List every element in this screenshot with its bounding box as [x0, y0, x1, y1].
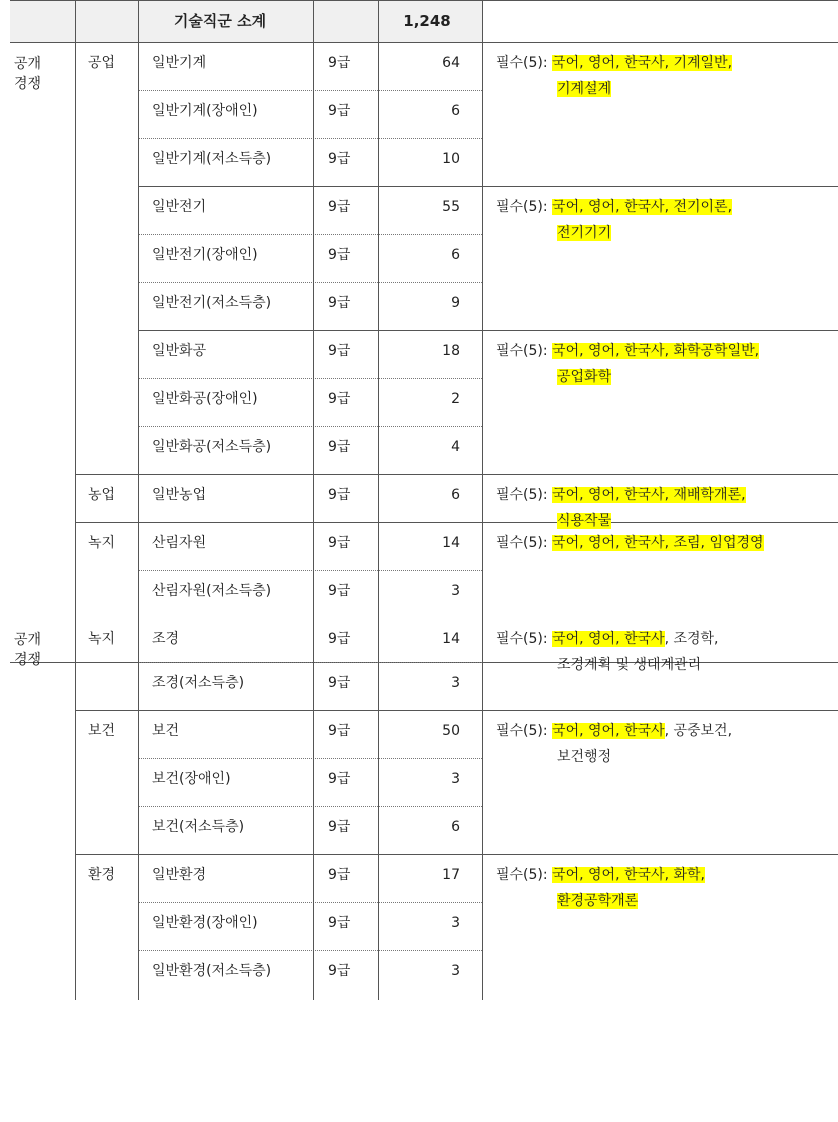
subjects-cell — [496, 482, 746, 508]
header-total: 1,248 — [403, 12, 451, 30]
headcount-cell: 3 — [451, 771, 460, 787]
separator: , — [615, 55, 624, 71]
separator: , — [727, 723, 733, 739]
row-divider — [138, 90, 482, 91]
grade-cell: 9급 — [328, 55, 351, 71]
subject-name: 조림 — [673, 535, 701, 551]
header-title: 기술직군 소계 — [173, 12, 267, 30]
position-name: 일반전기(저소득층) — [152, 295, 272, 311]
subject-name: 영어 — [588, 723, 616, 739]
field-cell: 환경 — [88, 867, 116, 883]
row-border — [75, 854, 838, 855]
subject-name: 영어 — [588, 343, 616, 359]
row-divider — [138, 426, 482, 427]
subjects-line2 — [557, 76, 611, 102]
position-name: 보건 — [152, 723, 180, 739]
subjects-line2 — [557, 744, 611, 770]
row-border — [75, 474, 838, 475]
row-divider — [138, 378, 482, 379]
grade-cell: 9급 — [328, 343, 351, 359]
separator: , — [615, 867, 624, 883]
subject-name: 영어 — [588, 535, 616, 551]
separator: , — [615, 343, 624, 359]
subject-name: 재배학개론 — [673, 487, 742, 503]
headcount-cell: 3 — [451, 963, 460, 979]
subject-name: 국어 — [552, 199, 580, 215]
row-divider — [138, 662, 482, 663]
grade-cell: 9급 — [328, 151, 351, 167]
subjects-prefix: 필수(5): — [496, 723, 553, 739]
subject-name: 한국사 — [623, 55, 665, 71]
subject-name: 식용작물 — [557, 513, 612, 529]
row-divider — [138, 570, 482, 571]
column-border — [378, 0, 379, 1000]
subject-name: 한국사 — [623, 199, 665, 215]
headcount-cell: 14 — [442, 535, 460, 551]
separator: , — [727, 55, 733, 71]
subject-name: 영어 — [588, 631, 616, 647]
subjects-prefix: 필수(5): — [496, 867, 553, 883]
separator: , — [664, 535, 674, 551]
separator: , — [714, 631, 719, 647]
subject-name: 기계일반 — [673, 55, 728, 71]
subject-name: 한국사 — [623, 631, 665, 647]
position-name: 일반환경 — [152, 867, 207, 883]
grade-cell: 9급 — [328, 295, 351, 311]
row-border — [10, 42, 838, 43]
grade-cell: 9급 — [328, 487, 351, 503]
separator: , — [664, 867, 674, 883]
row-divider — [138, 950, 482, 951]
separator: , — [700, 535, 710, 551]
subjects-cell — [496, 718, 732, 744]
subject-name: 전기이론 — [673, 199, 728, 215]
headcount-cell: 9 — [451, 295, 460, 311]
position-name: 조경(저소득층) — [152, 675, 245, 691]
row-border — [75, 710, 838, 711]
grade-cell: 9급 — [328, 771, 351, 787]
position-name: 조경 — [152, 631, 180, 647]
subject-name: 한국사 — [623, 487, 665, 503]
headcount-cell: 64 — [442, 55, 460, 71]
subjects-line2 — [557, 364, 611, 390]
position-name: 일반화공(저소득층) — [152, 439, 272, 455]
position-name: 일반환경(저소득층) — [152, 963, 272, 979]
subjects-cell — [496, 194, 732, 220]
position-name: 산림자원(저소득층) — [152, 583, 272, 599]
subject-name: 국어 — [552, 535, 580, 551]
headcount-cell: 3 — [451, 583, 460, 599]
separator: , — [615, 535, 624, 551]
subject-name: 한국사 — [623, 343, 665, 359]
subject-name: 영어 — [588, 199, 616, 215]
subject-name: 화학 — [673, 867, 701, 883]
row-divider — [138, 138, 482, 139]
subjects-prefix: 필수(5): — [496, 199, 553, 215]
separator: , — [664, 343, 674, 359]
row-border — [138, 330, 838, 331]
position-name: 일반기계 — [152, 55, 207, 71]
column-border — [75, 0, 76, 1000]
row-divider — [138, 282, 482, 283]
grade-cell: 9급 — [328, 535, 351, 551]
separator: , — [579, 535, 589, 551]
subject-name: 한국사 — [623, 723, 665, 739]
subject-name: 조경학 — [673, 631, 715, 647]
subjects-cell — [496, 862, 705, 888]
column-border — [482, 0, 483, 1000]
position-name: 일반화공 — [152, 343, 207, 359]
headcount-cell: 6 — [451, 103, 460, 119]
subject-name: 국어 — [552, 867, 580, 883]
position-name: 일반기계(저소득층) — [152, 151, 272, 167]
subjects-cell — [496, 626, 719, 652]
headcount-cell: 6 — [451, 247, 460, 263]
category-cell: 공개 경쟁 — [14, 56, 42, 92]
grade-cell: 9급 — [328, 963, 351, 979]
subjects-cell — [496, 530, 764, 556]
position-name: 일반환경(장애인) — [152, 915, 258, 931]
subjects-line2 — [557, 652, 701, 678]
position-name: 일반농업 — [152, 487, 207, 503]
headcount-cell: 3 — [451, 675, 460, 691]
separator: , — [579, 867, 589, 883]
separator: , — [579, 343, 589, 359]
grade-cell: 9급 — [328, 867, 351, 883]
field-cell: 농업 — [88, 487, 116, 503]
grade-cell: 9급 — [328, 439, 351, 455]
separator: , — [664, 199, 674, 215]
separator: , — [579, 55, 589, 71]
separator: , — [741, 487, 746, 503]
grade-cell: 9급 — [328, 103, 351, 119]
position-name: 보건(저소득층) — [152, 819, 245, 835]
row-border — [138, 186, 838, 187]
subject-name: 영어 — [588, 867, 616, 883]
field-cell: 녹지 — [88, 631, 116, 647]
category-cell: 공개 경쟁 — [14, 632, 42, 668]
grade-cell: 9급 — [328, 199, 351, 215]
subject-name: 조경계획 및 생태계관리 — [557, 657, 702, 673]
separator: , — [664, 55, 674, 71]
subject-name: 임업경영 — [709, 535, 764, 551]
row-divider — [138, 758, 482, 759]
grade-cell: 9급 — [328, 819, 351, 835]
subject-name: 환경공학개론 — [557, 893, 639, 909]
field-cell: 녹지 — [88, 535, 116, 551]
subjects-cell — [496, 338, 759, 364]
headcount-cell: 4 — [451, 439, 460, 455]
position-name: 일반전기 — [152, 199, 207, 215]
grade-cell: 9급 — [328, 247, 351, 263]
headcount-cell: 50 — [442, 723, 460, 739]
headcount-cell: 55 — [442, 199, 460, 215]
subject-name: 영어 — [588, 487, 616, 503]
row-border — [75, 522, 838, 523]
subjects-line2 — [557, 220, 611, 246]
subjects-cell — [496, 50, 732, 76]
field-cell: 보건 — [88, 723, 116, 739]
subjects-line2 — [557, 888, 638, 914]
grade-cell: 9급 — [328, 631, 351, 647]
column-border — [313, 42, 314, 1000]
subject-name: 화학공학일반 — [673, 343, 755, 359]
field-cell: 공업 — [88, 55, 116, 71]
headcount-cell: 14 — [442, 631, 460, 647]
position-name: 일반기계(장애인) — [152, 103, 258, 119]
subject-name: 기계설계 — [557, 81, 612, 97]
position-name: 보건(장애인) — [152, 771, 231, 787]
separator: , — [579, 631, 589, 647]
headcount-cell: 6 — [451, 487, 460, 503]
subject-name: 국어 — [552, 343, 580, 359]
subject-name: 한국사 — [623, 535, 665, 551]
subjects-prefix: 필수(5): — [496, 487, 553, 503]
separator: , — [664, 631, 674, 647]
separator: , — [615, 631, 624, 647]
separator: , — [579, 487, 589, 503]
subject-name: 공중보건 — [673, 723, 728, 739]
row-divider — [138, 234, 482, 235]
grade-cell: 9급 — [328, 391, 351, 407]
subject-name: 국어 — [552, 487, 580, 503]
subjects-prefix: 필수(5): — [496, 631, 553, 647]
headcount-cell: 17 — [442, 867, 460, 883]
separator: , — [727, 199, 733, 215]
subject-name: 영어 — [588, 55, 616, 71]
grade-cell: 9급 — [328, 723, 351, 739]
separator: , — [754, 343, 760, 359]
column-border — [313, 0, 314, 42]
subjects-prefix: 필수(5): — [496, 55, 553, 71]
column-border — [138, 0, 139, 1000]
separator: , — [700, 867, 705, 883]
subject-name: 공업화학 — [557, 369, 612, 385]
position-name: 산림자원 — [152, 535, 207, 551]
separator: , — [579, 723, 589, 739]
subjects-prefix: 필수(5): — [496, 535, 553, 551]
grade-cell: 9급 — [328, 675, 351, 691]
separator: , — [615, 487, 624, 503]
subject-name: 국어 — [552, 631, 580, 647]
subject-name: 국어 — [552, 55, 580, 71]
headcount-cell: 10 — [442, 151, 460, 167]
headcount-cell: 6 — [451, 819, 460, 835]
separator: , — [615, 199, 624, 215]
position-name: 일반전기(장애인) — [152, 247, 258, 263]
headcount-cell: 2 — [451, 391, 460, 407]
headcount-cell: 3 — [451, 915, 460, 931]
subjects-prefix: 필수(5): — [496, 343, 553, 359]
separator: , — [579, 199, 589, 215]
subject-name: 한국사 — [623, 867, 665, 883]
position-name: 일반화공(장애인) — [152, 391, 258, 407]
subject-name: 국어 — [552, 723, 580, 739]
subject-name: 보건행정 — [557, 749, 612, 765]
row-divider — [138, 806, 482, 807]
row-divider — [138, 902, 482, 903]
separator: , — [664, 487, 674, 503]
subject-name: 전기기기 — [557, 225, 612, 241]
grade-cell: 9급 — [328, 915, 351, 931]
grade-cell: 9급 — [328, 583, 351, 599]
headcount-cell: 18 — [442, 343, 460, 359]
separator: , — [664, 723, 674, 739]
separator: , — [615, 723, 624, 739]
row-border — [10, 0, 838, 1]
